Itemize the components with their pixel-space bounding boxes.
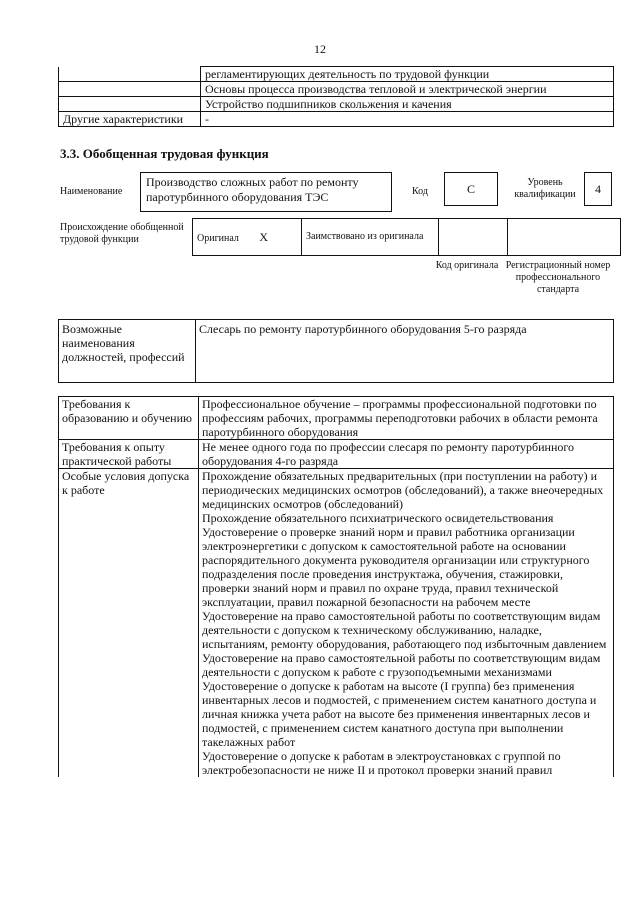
positions-value: Слесарь по ремонту паротурбинного оборудования 5-го разряда [196, 320, 614, 383]
code-label: Код [412, 186, 428, 197]
education-label: Требования к образованию и обучению [59, 397, 199, 440]
table-row [193, 219, 621, 256]
row-label: Другие характеристики [59, 112, 201, 127]
special-item: Удостоверение на право самостоятельной работы по соответствующим видам деятельности с допуском к работе с грузоподъемными механизмами [202, 651, 601, 679]
name-value: Производство сложных работ по ремонту паротурбинного оборудования ТЭС [140, 172, 392, 212]
special-item: Удостоверение о проверке знаний норм и правил работника организации электроэнергетики с допуском к самостоятельной работе на основании распорядительного документа руководителя организации или структурного подразделения после проведения инструктажа, обучения, стажировки, проверки знаний норм и правил по охране труда, правил технической эксплуатации, правил пожарной безопасности на рабочем месте [202, 525, 590, 609]
special-item: Прохождение обязательного психиатрического освидетельствования [202, 511, 554, 525]
row-value: регламентирующих деятельность по трудовой функции [201, 67, 614, 82]
continuation-table [58, 66, 614, 127]
row-label [59, 67, 201, 82]
code-original-label: Код оригинала [435, 260, 499, 271]
experience-value: Не менее одного года по профессии слесаря по ремонту паротурбинного оборудования 4-го разряда [199, 440, 614, 469]
reg-number-cell [508, 219, 621, 256]
borrowed-label: Заимствовано из оригинала [302, 219, 439, 256]
code-value: C [444, 172, 498, 206]
experience-label: Требования к опыту практической работы [59, 440, 199, 469]
education-value: Профессиональное обучение – программы профессиональной подготовки по профессиям рабочих, программы переподготовки рабочих в области ремонта паротурбинного оборудования [199, 397, 614, 440]
positions-label: Возможные наименования должностей, профессий [59, 320, 196, 383]
origin-table [192, 218, 621, 256]
original-mark: X [259, 229, 269, 244]
table-row [59, 67, 614, 82]
table-row [59, 97, 614, 112]
row-label [59, 82, 201, 97]
level-value: 4 [584, 172, 612, 206]
code-original-cell [439, 219, 508, 256]
row-label [59, 97, 201, 112]
origin-label: Происхождение обобщенной трудовой функции [60, 222, 184, 245]
table-row [59, 440, 614, 469]
table-row [59, 397, 614, 440]
section-title: 3.3. Обобщенная трудовая функция [60, 146, 269, 161]
positions-table [58, 319, 614, 383]
special-item: Удостоверение о допуске к работам в электроустановках с группой по электробезопасности не ниже II и протокол проверки знаний правил [202, 749, 561, 777]
special-label: Особые условия допуска к работе [59, 469, 199, 778]
page-number: 12 [314, 42, 326, 56]
reg-number-label: Регистрационный номер профессионального стандарта [505, 260, 611, 295]
level-label: Уровень квалификации [514, 177, 576, 200]
special-value [199, 469, 614, 778]
special-item: Удостоверение на право самостоятельной работы по соответствующим видам деятельности с допуском к техническому обслуживанию, наладке, испытаниям, ремонту оборудования, работающего под избыточным давлением [202, 609, 607, 651]
table-row [59, 82, 614, 97]
table-row [59, 320, 614, 383]
name-label: Наименование [60, 186, 123, 197]
special-item: Прохождение обязательных предварительных (при поступлении на работу) и периодических медицинских осмотров (обследований), а также внеочередных медицинских осмотров (обследований) [202, 469, 604, 511]
table-row [59, 112, 614, 127]
original-label: Оригинал [197, 232, 239, 244]
row-value: Устройство подшипников скольжения и качения [201, 97, 614, 112]
special-item: Удостоверение о допуске к работам на высоте (I группа) без применения инвентарных лесов и подмостей, с применением систем канатного доступа и личная книжка учета работ на высоте без применения инвентарных лесов и подмостей, с применением систем канатного доступа при выполнении такелажных работ [202, 679, 597, 749]
original-cell [193, 219, 302, 256]
row-value: Основы процесса производства тепловой и электрической энергии [201, 82, 614, 97]
row-value: - [201, 112, 614, 127]
table-row [59, 469, 614, 778]
requirements-table [58, 396, 614, 777]
